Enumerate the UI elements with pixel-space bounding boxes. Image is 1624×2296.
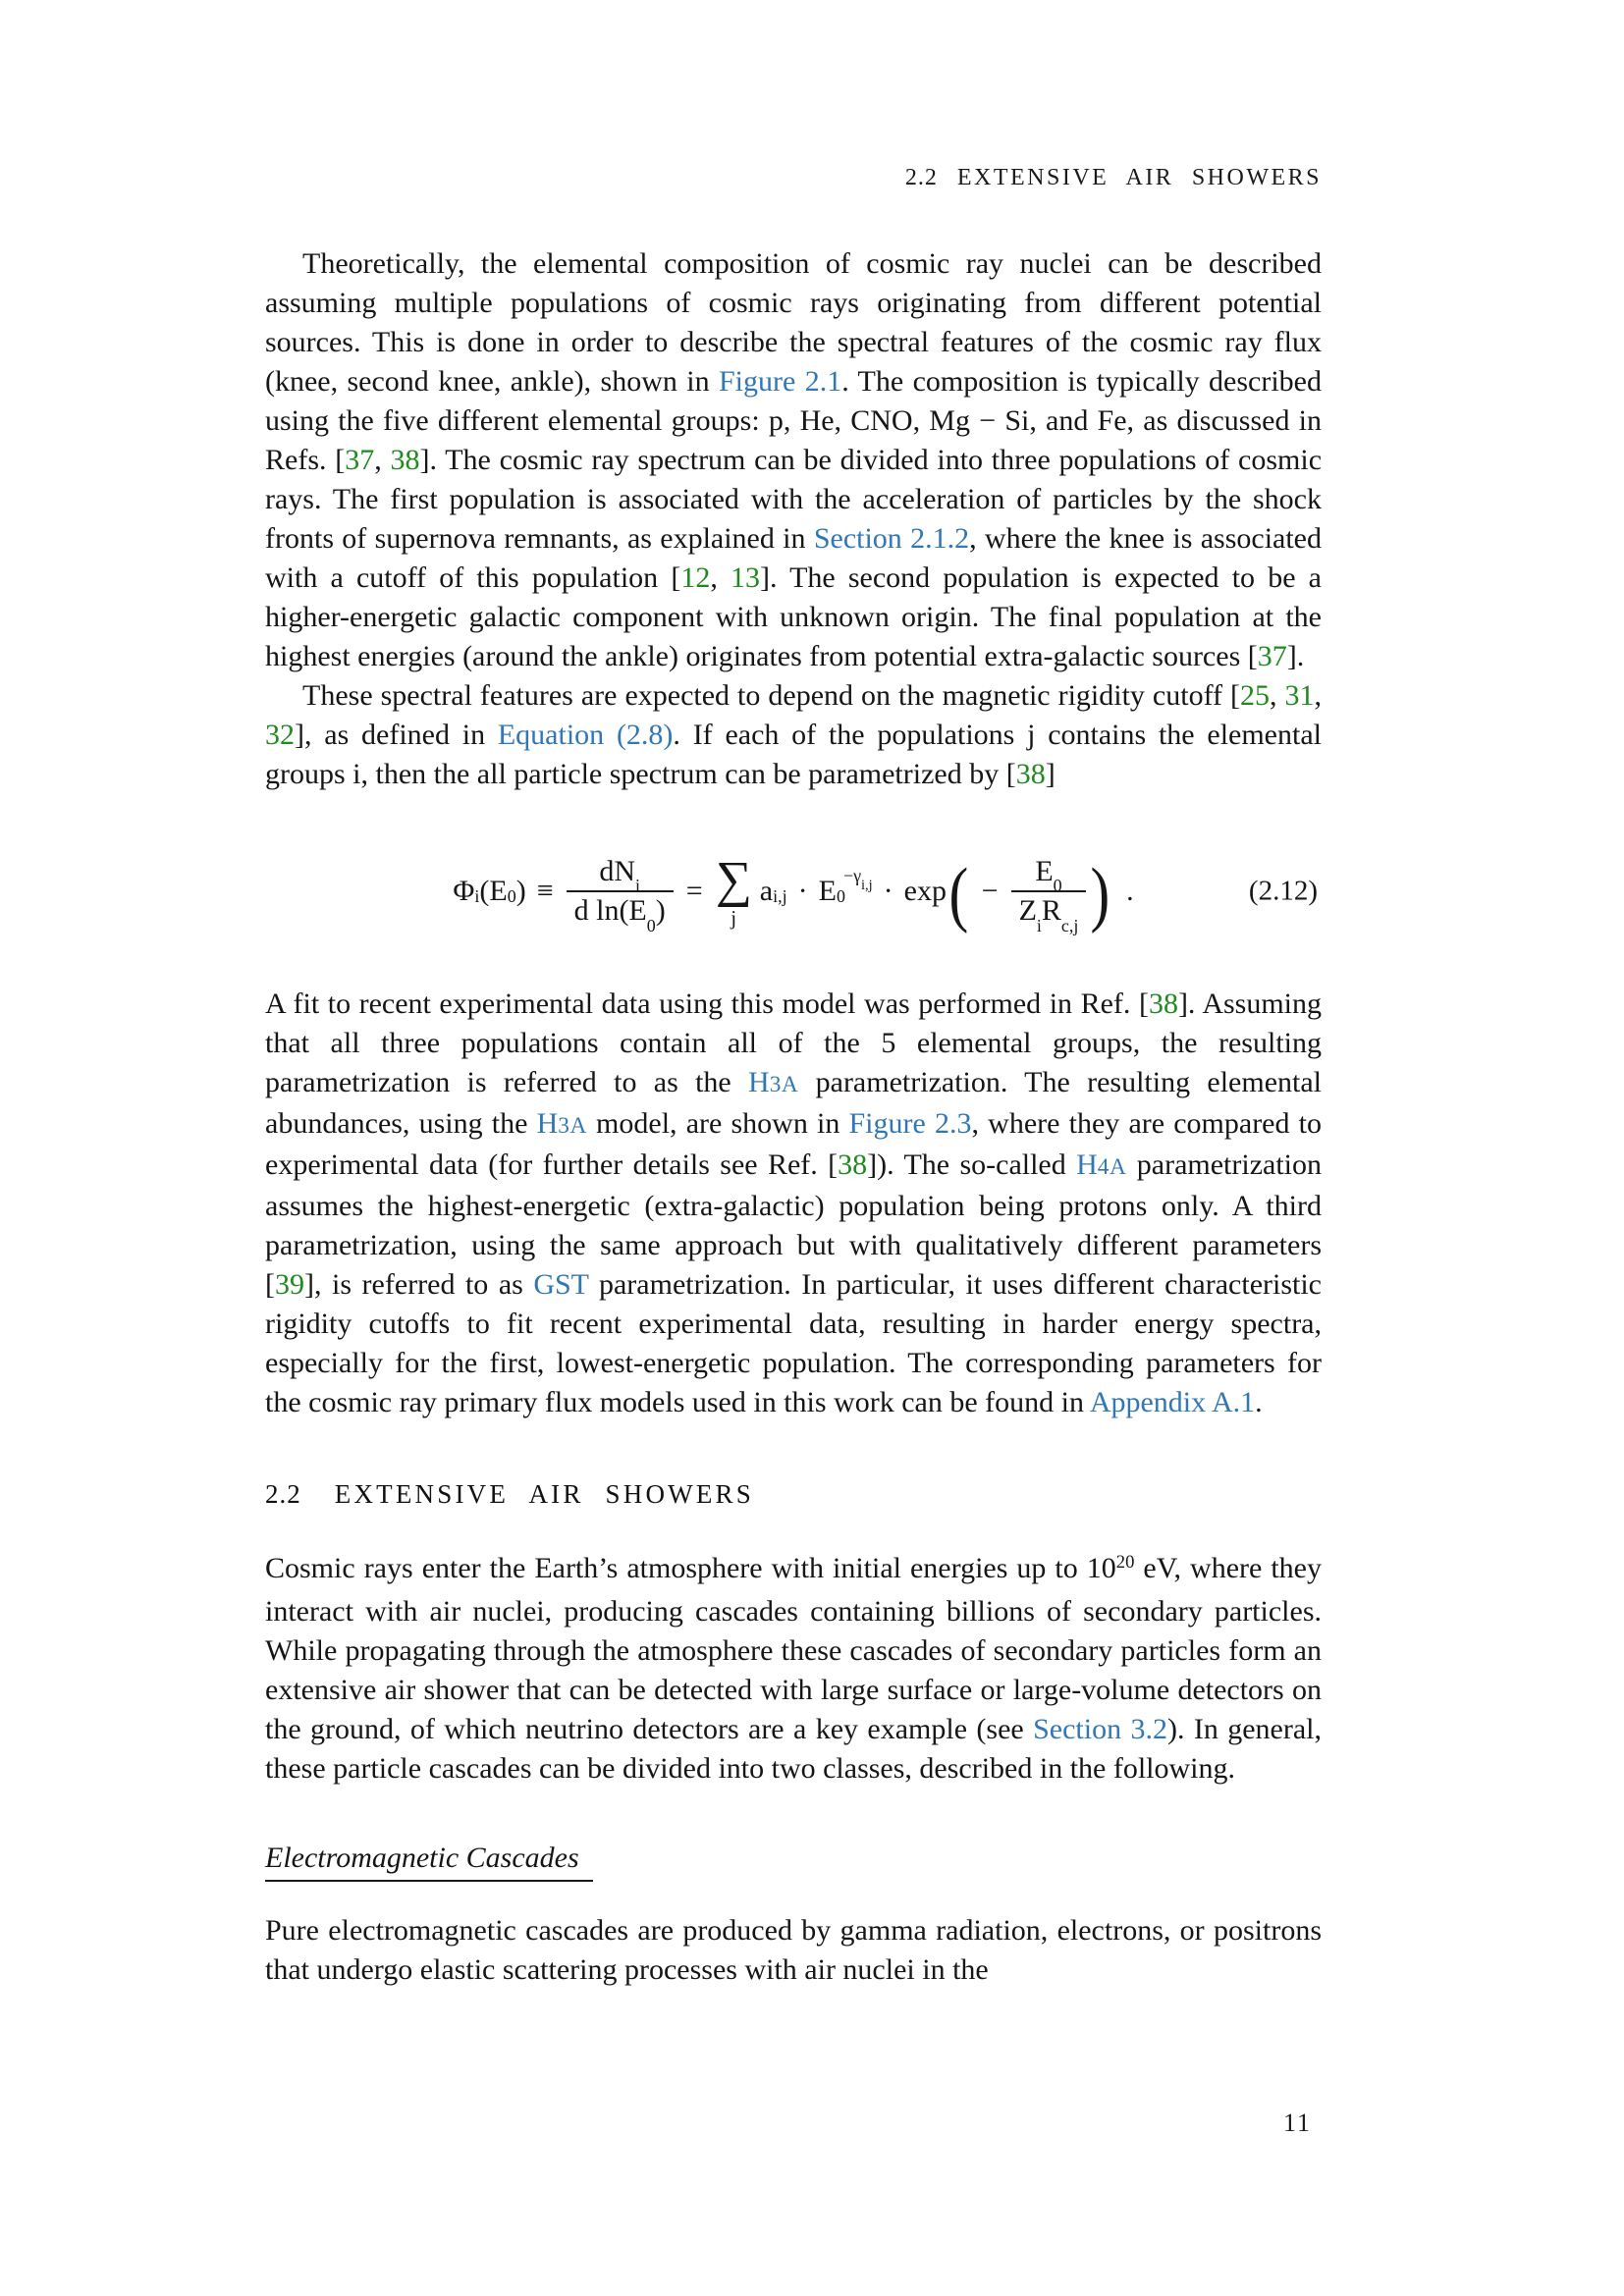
equation-body: Φ $_i$ (E $_0$ ) ≡ $\frac{dN_i}{d \ln(E_0)}$ = ∑ j a $_{i,j}$ · E $_0$ $-\gamma_{i,j}$ · exp ( − $\frac{E_0}{Z_iR_{c,j}}$ ) . [453, 851, 1134, 935]
cdot-operator-2: · [883, 875, 893, 907]
frac1-num-sub: i [635, 876, 641, 895]
running-header-section-number: 2.2 [904, 165, 938, 190]
energy-base: E [818, 875, 837, 907]
citation-number[interactable]: 38 [838, 1148, 868, 1181]
phi-symbol: Φ [453, 875, 475, 907]
summation [715, 851, 752, 930]
arg-close: ) [515, 875, 526, 907]
citation-number[interactable]: 39 [275, 1268, 304, 1301]
frac2-den-Z: Z [1018, 894, 1037, 927]
citation-number[interactable]: 37 [345, 444, 375, 476]
sigma-symbol: ∑ [715, 851, 752, 908]
frac1-numerator: dN [599, 854, 636, 887]
citation-number[interactable]: 25 [1240, 679, 1270, 712]
text-run: . [1255, 1386, 1263, 1418]
equiv-operator: ≡ [536, 875, 554, 907]
frac2-num-sub: 0 [1053, 876, 1062, 895]
equals-operator: = [685, 875, 703, 907]
text-run: , where they are compared to experimental data (for further details see Ref. [ [265, 1107, 1329, 1181]
section-heading-extensive-air-showers [265, 1479, 1322, 1510]
cross-reference-link[interactable]: Figure 2.3 [848, 1107, 972, 1140]
minus-sign: − [981, 875, 999, 907]
text-run: , [1270, 679, 1285, 712]
citation-number[interactable]: 37 [1257, 640, 1287, 672]
text-run: Theoretically, the elemental composition of cosmic ray nuclei can be described assuming multiple populations of cosmic rays originating from different potential sources. This is done in order to describe the spectral features of the cosmic ray flux (knee, second knee, ankle), shown in [265, 247, 1329, 398]
frac1-den-sub: 0 [646, 915, 656, 935]
running-header-title: EXTENSIVE AIR SHOWERS [956, 165, 1322, 190]
text-block [265, 0, 1329, 1990]
cdot-operator: · [797, 875, 808, 907]
fraction-dN [567, 853, 674, 935]
sum-index: j [731, 905, 737, 930]
text-run: Pure electromagnetic cascades are produced by gamma radiation, electrons, or positrons that undergo elastic scattering processes with air nuclei in the [265, 1914, 1329, 1986]
paragraph-pure-em-cascades [265, 1911, 1329, 1990]
cross-reference-link[interactable]: Section 2.1.2 [813, 522, 970, 555]
fraction-rigidity [1011, 853, 1087, 935]
text-run: ]. Assuming that all three populations contain all of the 5 elemental groups, the resulting parametrization is referred to as the [265, 988, 1329, 1098]
text-run: model, are shown in [586, 1107, 849, 1140]
text-run: ]. The cosmic ray spectrum can be divided into three populations of cosmic rays. The first population is associated with the acceleration of particles by the shock fronts of supernova remnants, as explained in [265, 444, 1329, 555]
text-run: . If each of the populations j contains the elemental groups i, then the all particle spectrum can be parametrized by [ [265, 719, 1329, 790]
cross-reference-link[interactable]: Section 3.2 [1033, 1713, 1167, 1745]
paragraph-parametrizations [265, 985, 1329, 1422]
equation-2-12 [265, 828, 1322, 955]
text-run: . The composition is typically described using the five different elemental groups: p, He, CNO, Mg − Si, and Fe, as discussed in Refs. [ [265, 365, 1329, 476]
cross-reference-link[interactable]: Figure 2.1 [719, 365, 842, 398]
arg-open: (E [479, 875, 508, 907]
text-run: parametrization. The resulting elemental abundances, using the [265, 1066, 1329, 1140]
text-run: ]. [1286, 640, 1305, 672]
equation-number: (2.12) [1248, 875, 1318, 907]
text-run: eV, where they interact with air nuclei, producing cascades containing billions of secondary particles. While propagating through the atmosphere these cascades of secondary particles form an extensive air shower that can be detected with large surface or large-volume detectors on the ground, of which neutrino detectors are a key example (see [265, 1552, 1329, 1745]
citation-number[interactable]: 38 [1148, 988, 1178, 1020]
text-run: A fit to recent experimental data using this model was performed in Ref. [ [265, 988, 1149, 1020]
citation-number[interactable]: 38 [1015, 758, 1046, 790]
citation-number[interactable]: 32 [265, 719, 295, 751]
frac2-den-Z-sub: i [1036, 915, 1042, 935]
section-title: EXTENSIVE AIR SHOWERS [334, 1479, 754, 1509]
citation-number[interactable]: 38 [390, 444, 420, 476]
text-run: ], is referred to as [304, 1268, 534, 1301]
text-run: These spectral features are expected to depend on the magnetic rigidity cutoff [ [302, 679, 1240, 712]
text-run: , [374, 444, 391, 476]
model-link[interactable]: H3A [748, 1066, 799, 1098]
text-run: parametrization. In particular, it uses different characteristic rigidity cutoffs to fit recent experimental data, resulting in harder energy spectra, especially for the first, lowest-energetic population. The corresponding parameters for the cosmic ray primary flux models used in this work can be found in [265, 1268, 1329, 1418]
model-link[interactable]: H3A [536, 1107, 587, 1140]
text-run: , where the knee is associated with a cutoff of this population [ [265, 522, 1329, 594]
cross-reference-link[interactable]: GST [533, 1268, 589, 1301]
model-link[interactable]: H4A [1076, 1148, 1127, 1181]
cross-reference-link[interactable]: Equation (2.8) [497, 719, 674, 751]
gamma-exponent: −γ [842, 866, 862, 886]
superscript-text: 20 [1115, 1551, 1135, 1573]
frac2-numerator: E [1035, 854, 1054, 887]
equation-period: . [1126, 875, 1134, 907]
running-header [265, 165, 1322, 191]
gamma-exponent-sub: i,j [861, 878, 873, 894]
text-run: ] [1045, 758, 1056, 790]
exp-function: exp [903, 875, 947, 907]
cross-reference-link[interactable]: Appendix A.1 [1089, 1386, 1256, 1418]
text-run: , [710, 561, 731, 594]
section-number: 2.2 [265, 1479, 301, 1509]
citation-number[interactable]: 13 [730, 561, 760, 594]
text-run: ]. The second population is expected to be a higher-energetic galactic component with unknown origin. The final population at the highest energies (around the ankle) originates from potential extra-galactic sources [ [265, 561, 1329, 672]
text-run: , [1314, 679, 1329, 712]
text-run: ], as defined in [295, 719, 498, 751]
frac1-den-close: ) [655, 894, 666, 927]
text-run: Cosmic rays enter the Earth’s atmosphere with initial energies up to 10 [265, 1552, 1116, 1584]
energy-exponent [842, 866, 873, 894]
page-number: 11 [1282, 2109, 1312, 2137]
text-run: parametrization assumes the highest-energetic (extra-galactic) population being protons only. A third parametrization, using the same approach but with qualitatively different parameters [ [265, 1148, 1329, 1301]
paragraph-cosmic-rays-atmosphere [265, 1549, 1329, 1789]
paragraph-spectral-features [265, 676, 1329, 794]
coefficient-a: a [759, 875, 774, 907]
frac1-denominator: d ln(E [573, 894, 647, 927]
subsection-heading-electromagnetic-cascades [265, 1842, 1322, 1882]
frac2-den-R-sub: c,j [1060, 915, 1079, 935]
citation-number[interactable]: 12 [680, 561, 711, 594]
subsection-title: Electromagnetic Cascades [265, 1842, 593, 1882]
citation-number[interactable]: 31 [1284, 679, 1315, 712]
paragraph-composition [265, 244, 1329, 676]
text-run: ]). The so-called [867, 1148, 1077, 1181]
text-run: ). In general, these particle cascades can be divided into two classes, described in the following. [265, 1713, 1329, 1785]
frac2-den-R: R [1041, 894, 1061, 927]
